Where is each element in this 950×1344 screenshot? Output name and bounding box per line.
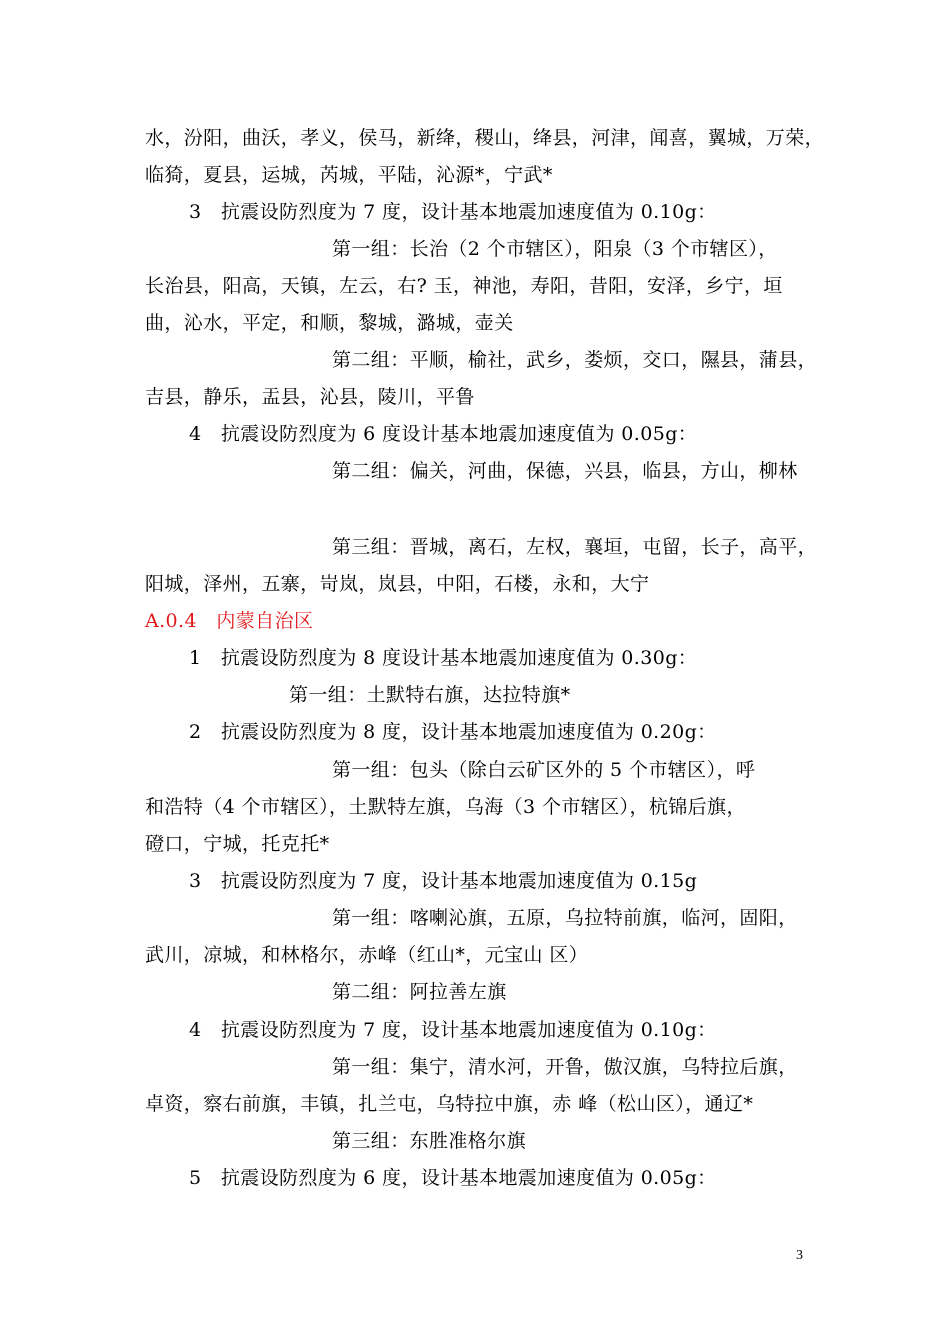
group-line: 第二组：偏关，河曲，保德，兴县，临县，方山，柳林 xyxy=(332,460,798,482)
item-heading: 3 抗震设防烈度为 7 度，设计基本地震加速度值为 0.15g xyxy=(189,870,698,892)
group-line: 第三组：晋城，离石，左权，襄垣，屯留，长子，高平， xyxy=(332,536,818,558)
section-heading: A.0.4 内蒙自治区 xyxy=(145,610,314,632)
item-heading: 3 抗震设防烈度为 7 度，设计基本地震加速度值为 0.10g： xyxy=(189,201,717,223)
text-line: 水，汾阳，曲沃，孝义，侯马，新绛，稷山，绛县，河津，闻喜，翼城，万荣， xyxy=(145,127,825,149)
group-line: 第一组：土默特右旗，达拉特旗* xyxy=(289,684,571,706)
item-heading: 4 抗震设防烈度为 7 度，设计基本地震加速度值为 0.10g： xyxy=(189,1019,717,1041)
text-line: 磴口，宁城，托克托* xyxy=(145,833,330,855)
text-line: 长治县，阳高，天镇，左云，右? 玉，神池，寿阳，昔阳，安泽，乡宁，垣 xyxy=(145,275,783,297)
item-heading: 5 抗震设防烈度为 6 度，设计基本地震加速度值为 0.05g： xyxy=(189,1167,717,1189)
item-heading: 1 抗震设防烈度为 8 度设计基本地震加速度值为 0.30g： xyxy=(189,647,698,669)
text-line: 临猗，夏县，运城，芮城，平陆，沁源*，宁武* xyxy=(145,164,553,186)
text-line: 卓资，察右前旗，丰镇，扎兰屯，乌特拉中旗，赤 峰（松山区），通辽* xyxy=(145,1093,754,1115)
item-heading: 2 抗震设防烈度为 8 度，设计基本地震加速度值为 0.20g： xyxy=(189,721,717,743)
item-heading: 4 抗震设防烈度为 6 度设计基本地震加速度值为 0.05g： xyxy=(189,423,698,445)
text-line: 阳城，泽州，五寨，岢岚，岚县，中阳，石楼，永和，大宁 xyxy=(145,573,650,595)
group-line: 第一组：包头（除白云矿区外的 5 个市辖区），呼 xyxy=(332,759,756,781)
group-line: 第一组：长治（2 个市辖区），阳泉（3 个市辖区）， xyxy=(332,238,778,260)
group-line: 第一组：喀喇沁旗，五原，乌拉特前旗，临河，固阳， xyxy=(332,907,798,929)
group-line: 第三组：东胜准格尔旗 xyxy=(332,1130,527,1152)
group-line: 第二组：阿拉善左旗 xyxy=(332,981,507,1003)
text-line: 吉县，静乐，盂县，沁县，陵川，平鲁 xyxy=(145,386,475,408)
page-number: 3 xyxy=(796,1248,803,1263)
group-line: 第一组：集宁，清水河，开鲁，傲汉旗，乌特拉后旗， xyxy=(332,1056,798,1078)
group-line: 第二组：平顺，榆社，武乡，娄烦，交口，隰县，蒲县， xyxy=(332,349,818,371)
text-line: 曲，沁水，平定，和顺，黎城，潞城，壶关 xyxy=(145,312,514,334)
text-line: 和浩特（4 个市辖区），土默特左旗，乌海（3 个市辖区），杭锦后旗， xyxy=(145,796,746,818)
text-line: 武川，凉城，和林格尔，赤峰（红山*，元宝山 区） xyxy=(145,944,589,966)
